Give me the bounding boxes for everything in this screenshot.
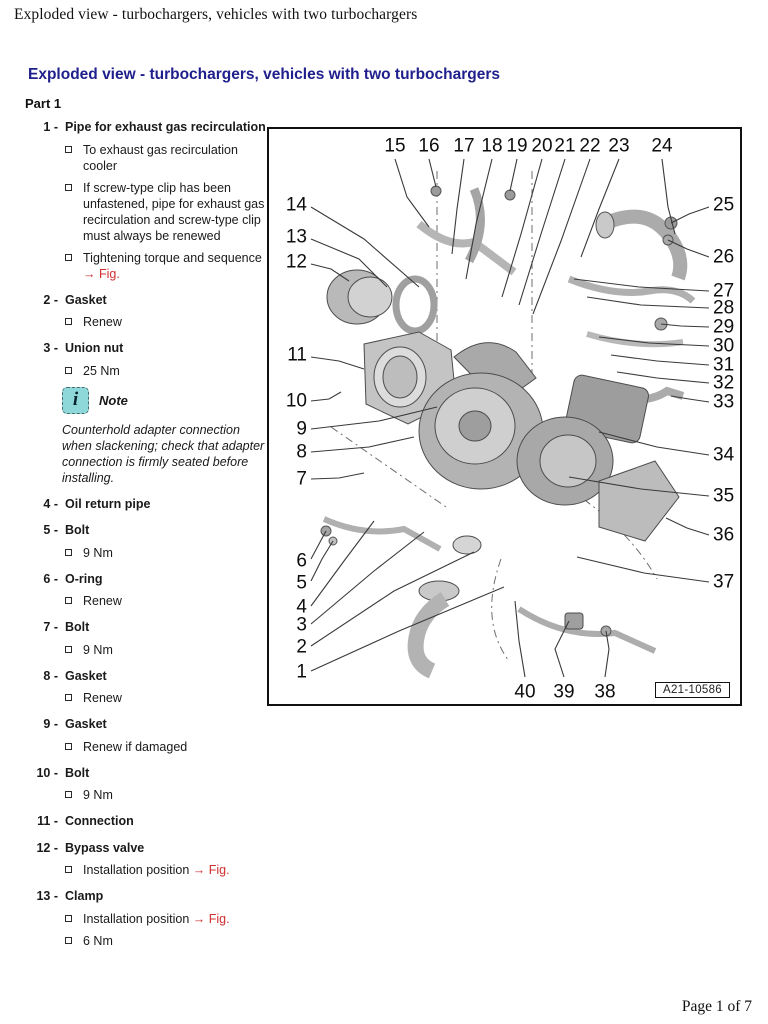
sub-bullet-text: 25 Nm: [83, 363, 120, 378]
parts-list-item: [25, 620, 270, 658]
callout-leader-line: [611, 355, 709, 365]
parts-list: [25, 120, 270, 960]
square-bullet-icon: [65, 791, 72, 798]
callout-number: 19: [506, 135, 528, 157]
callout-number: 27: [713, 280, 735, 302]
square-bullet-icon: [65, 146, 72, 153]
sub-bullet-row: [65, 250, 270, 282]
callout-number: 34: [713, 444, 735, 466]
sub-bullet-text: Renew if damaged: [83, 739, 188, 754]
callout-number: 17: [453, 135, 475, 157]
square-bullet-icon: [65, 318, 72, 325]
callout-number: 33: [713, 391, 735, 413]
callout-number: 36: [713, 524, 735, 546]
callout-number: 40: [514, 681, 536, 703]
callout-number: 4: [296, 596, 307, 618]
square-bullet-icon: [65, 254, 72, 261]
part-name: Gasket: [65, 668, 107, 683]
callout-leader-line: [519, 159, 565, 305]
exploded-view-figure: [267, 127, 742, 706]
callout-leader-line: [311, 437, 414, 452]
parts-list-item: [25, 572, 270, 610]
part-number: 10 -: [36, 765, 58, 780]
fig-link[interactable]: → Fig.: [192, 863, 230, 877]
callout-number: 12: [285, 251, 307, 273]
sub-bullet-text: Renew: [83, 691, 122, 705]
part-number: 1 -: [43, 120, 58, 134]
part-name: Bypass valve: [65, 840, 145, 855]
sub-bullet-text: Renew: [83, 315, 122, 329]
callout-leader-line: [311, 532, 424, 624]
callout-number: 30: [713, 335, 735, 357]
callout-number: 29: [713, 316, 735, 338]
callout-leader-line: [605, 631, 609, 677]
sub-bullet-text: Installation position → Fig.: [83, 863, 230, 877]
sub-bullet-text: To exhaust gas recirculation cooler: [83, 142, 238, 173]
parts-list-item: [25, 814, 270, 830]
callout-number: 21: [554, 135, 576, 157]
callout-leader-line: [311, 357, 364, 369]
callout-number: 13: [285, 226, 307, 248]
sub-bullet-row: [65, 787, 270, 803]
sub-bullet-row: [65, 933, 270, 949]
part-name: O-ring: [65, 571, 103, 586]
callout-leader-line: [311, 521, 374, 606]
part-name: Clamp: [65, 889, 104, 903]
sub-bullet-text: 9 Nm: [83, 788, 113, 802]
square-bullet-icon: [65, 367, 72, 374]
part-number: 5 -: [43, 523, 58, 537]
sub-bullet-row: [65, 545, 270, 561]
sub-bullet-text: Tightening torque and sequence → Fig.: [83, 250, 262, 281]
callout-leader-line: [395, 159, 429, 227]
callout-leader-line: [581, 159, 619, 257]
callout-number: 39: [553, 681, 575, 703]
sub-bullet-row: [65, 911, 270, 927]
part-number: 6 -: [43, 571, 58, 586]
parts-list-item: [25, 497, 270, 513]
square-bullet-icon: [65, 937, 72, 944]
callout-number: 18: [481, 135, 503, 157]
callout-leader-line: [311, 473, 364, 479]
callout-number: 7: [296, 468, 307, 490]
part-number: 8 -: [43, 668, 58, 683]
square-bullet-icon: [65, 743, 72, 750]
sub-bullet-row: [65, 180, 270, 244]
sub-bullet-text: Renew: [83, 594, 122, 608]
square-bullet-icon: [65, 866, 72, 873]
part-number: 13 -: [36, 889, 58, 903]
parts-list-item: [25, 120, 270, 282]
callout-number: 9: [296, 418, 307, 440]
diagram-svg: [269, 129, 740, 704]
callout-number: 32: [713, 372, 735, 394]
callout-leader-line: [671, 396, 709, 402]
callout-number: 3: [296, 614, 307, 636]
sub-bullet-row: [65, 862, 270, 878]
callout-number: 15: [384, 135, 406, 157]
part-name: Gasket: [65, 292, 107, 307]
callout-leader-line: [510, 159, 517, 191]
sub-bullet-text: 9 Nm: [83, 545, 113, 560]
note-block: [62, 387, 270, 486]
callout-leader-line: [533, 159, 590, 314]
note-text: Counterhold adapter connection when slackening; check that adapter connection is firmly seated before installing.: [62, 422, 265, 485]
sub-bullet-row: [65, 363, 270, 379]
callout-number: 26: [713, 246, 735, 268]
note-title: Note: [99, 392, 128, 408]
callout-number: 11: [287, 344, 307, 366]
sub-bullet-text: If screw-type clip has been unfastened, pipe for exhaust gas recirculation and screw-type clip must always be renewed: [83, 180, 265, 243]
part-number: 11 -: [37, 814, 58, 828]
sub-bullet-text: 9 Nm: [83, 642, 113, 657]
parts-list-item: [25, 341, 270, 486]
sub-bullet-row: [65, 642, 270, 658]
sub-bullet-row: [65, 314, 270, 330]
sub-bullet-row: [65, 739, 270, 755]
callout-leader-line: [311, 392, 341, 401]
fig-link[interactable]: → Fig.: [83, 266, 120, 281]
callout-number: 22: [579, 135, 601, 157]
square-bullet-icon: [65, 549, 72, 556]
square-bullet-icon: [65, 597, 72, 604]
part-number: 9 -: [43, 717, 58, 731]
sub-bullet-row: [65, 690, 270, 706]
part-name: Pipe for exhaust gas recirculation: [65, 120, 266, 134]
figure-number-label: A21-10586: [655, 682, 730, 698]
callout-leader-line: [311, 531, 326, 559]
parts-list-item: [25, 523, 270, 561]
callout-leader-line: [661, 324, 709, 327]
parts-list-item: [25, 766, 270, 804]
callout-number: 20: [531, 135, 553, 157]
callout-number: 5: [296, 572, 307, 594]
parts-list-item: [25, 293, 270, 331]
parts-list-item: [25, 669, 270, 707]
square-bullet-icon: [65, 646, 72, 653]
window-title: Exploded view - turbochargers, vehicles with two turbochargers: [14, 6, 418, 23]
part-number: 3 -: [43, 341, 58, 355]
part-number: 4 -: [43, 496, 58, 511]
sub-bullet-row: [65, 593, 270, 609]
part-name: Bolt: [65, 523, 90, 537]
callout-leader-line: [666, 518, 709, 535]
part-name: Gasket: [65, 717, 107, 731]
part-label: Part 1: [25, 96, 62, 111]
callout-leader-line: [311, 541, 333, 581]
page-number: Page 1 of 7: [681, 998, 752, 1015]
callout-leader-line: [429, 159, 436, 187]
page-title: Exploded view - turbochargers, vehicles with two turbochargers: [28, 66, 500, 83]
info-icon: i: [62, 387, 89, 414]
square-bullet-icon: [65, 915, 72, 922]
callout-leader-line: [617, 372, 709, 383]
part-name: Union nut: [65, 341, 124, 355]
callout-leader-line: [502, 159, 542, 297]
part-name: Oil return pipe: [65, 496, 151, 511]
sub-bullet-text: Installation position → Fig.: [83, 911, 230, 926]
part-number: 12 -: [36, 840, 58, 855]
part-number: 2 -: [43, 292, 58, 307]
callout-number: 2: [296, 636, 307, 658]
callout-number: 1: [296, 661, 307, 683]
callout-number: 31: [713, 354, 735, 376]
square-bullet-icon: [65, 184, 72, 191]
part-number: 7 -: [43, 620, 58, 634]
parts-list-item: [25, 717, 270, 755]
callout-number: 35: [713, 485, 735, 507]
callout-number: 10: [285, 390, 307, 412]
square-bullet-icon: [65, 694, 72, 701]
callout-leader-line: [671, 207, 709, 223]
callout-number: 37: [713, 571, 735, 593]
callout-number: 24: [651, 135, 673, 157]
callout-number: 28: [713, 297, 735, 319]
callout-number: 23: [608, 135, 630, 157]
parts-list-item: [25, 889, 270, 949]
callout-leader-line: [577, 557, 709, 582]
sub-bullet-text: 6 Nm: [83, 933, 113, 948]
fig-link[interactable]: → Fig.: [192, 911, 230, 926]
part-name: Bolt: [65, 620, 90, 634]
part-name: Connection: [65, 814, 134, 828]
callout-number: 6: [296, 550, 307, 572]
callout-number: 16: [418, 135, 440, 157]
part-name: Bolt: [65, 765, 90, 780]
callout-number: 14: [285, 194, 307, 216]
callout-number: 38: [594, 681, 616, 703]
callout-number: 25: [713, 194, 735, 216]
sub-bullet-row: [65, 142, 270, 174]
callout-number: 8: [296, 441, 307, 463]
parts-list-item: [25, 841, 270, 879]
